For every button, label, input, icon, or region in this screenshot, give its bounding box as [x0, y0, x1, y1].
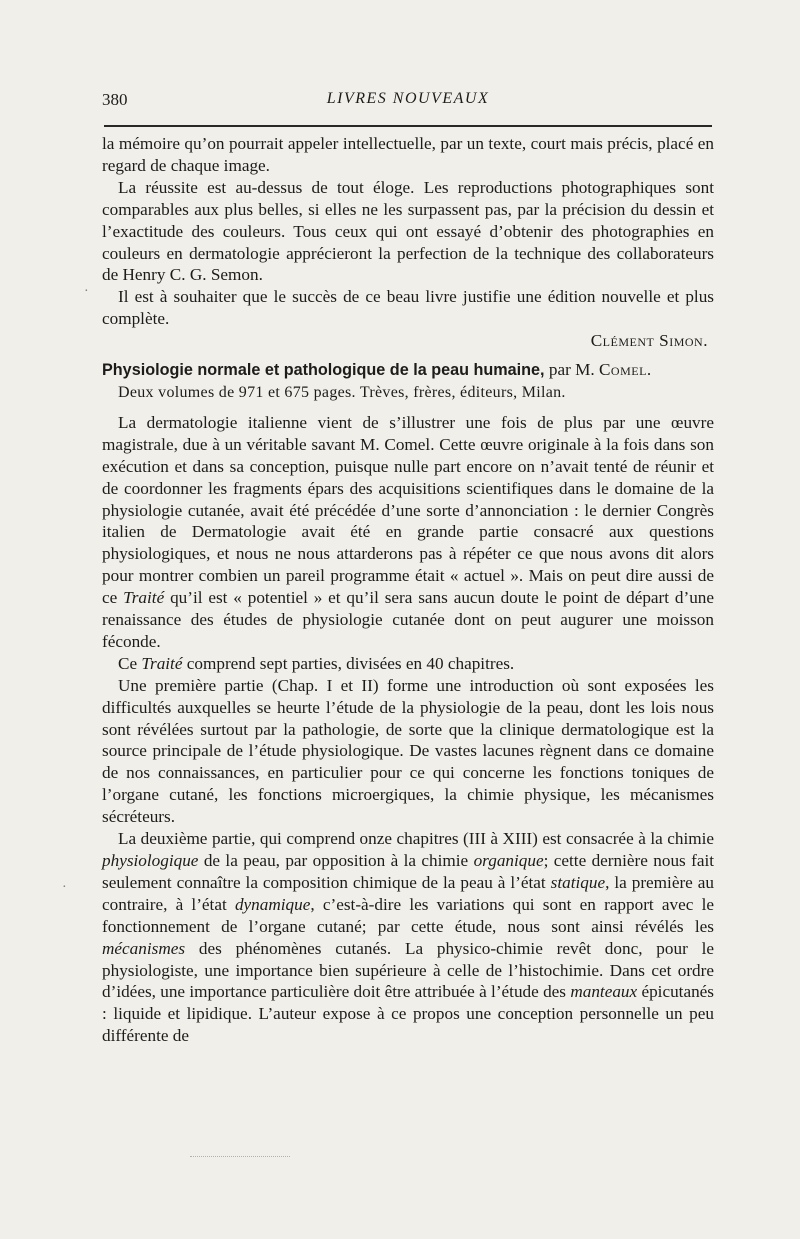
paper-specks [190, 1156, 290, 1157]
page-body [102, 133, 714, 1047]
signature [102, 330, 714, 352]
review-p1-text: La dermatologie italienne vient de s’illustrer une fois de plus par une œuvre magistrale, due à un véritable savant M. Comel. Cette œuvre originale à la fois dans son exécution et dans sa conception, puisque nulle part encore on n’avait tenté de réunir et de coordonner les fragments épars des acquisitions scientifiques dans le domaine de la physiologie cutanée, avait été précédée d’une sorte d’annonciation : le dernier Congrès italien de Dermatologie avait été en grande partie consacré aux questions physiologiques, et nous ne nous attarderons pas à répéter ce que nous avons dit alors pour montrer combien un pareil programme était « actuel ». Mais on peut dire aussi de ce [102, 412, 714, 608]
margin-speck-1: · [84, 284, 89, 299]
review-paragraph-2 [102, 653, 714, 675]
page-header [102, 90, 714, 114]
review-p4-italic-1: physiologique [102, 851, 199, 870]
review-p4-d: , la première au contraire, à l’état [102, 872, 714, 914]
review-p4-g: épicutanés : liquide et lipidique. L’auteur expose à ce propos une conception personnelle un peu différente de [102, 982, 714, 1046]
review-p2-a: Ce [118, 653, 138, 673]
review-p4-italic-4: dynamique [234, 894, 311, 914]
continuation-paragraph-2: La réussite est au-dessus de tout éloge. Les reproductions photographiques sont comparables aux plus belles, si elles ne les surpassent pas, par la précision du dessin et l’exactitude des couleurs. Tous ceux qui ont essayé d’obtenir des photographies en couleurs en dermatologie apprécieront la perfection de la technique des collaborateurs de Henry C. G. Semon. [102, 177, 714, 285]
review-p2-italic: Traité [141, 653, 183, 673]
review-by: par M. [548, 360, 595, 380]
review-paragraph-1 [102, 412, 714, 653]
page-number: 380 [102, 90, 128, 109]
running-title: LIVRES NOUVEAUX [326, 90, 490, 107]
review-p4-italic-6: manteaux [570, 982, 638, 1002]
continuation-paragraph-1: la mémoire qu’on pourrait appeler intellectuelle, par un texte, court mais précis, placé en regard de chaque image. [102, 134, 714, 175]
review-paragraph-3: Une première partie (Chap. I et II) forme une introduction où sont exposées les difficultés auxquelles se heurte l’étude de la physiologie de la peau, dont les lois nous sont révélées surtout par la pathologie, de sorte que la clinique dermatologique est la source principale de l’étude physiologique. De vastes lacunes règnent dans ce domaine de nos connaissances, en particulier pour ce qui concerne les fonctions toniques de l’organe cutané, les fonctions microergiques, la chimie physique, les mécanismes sécréteurs. [102, 675, 714, 827]
review-p4-f: des phénomènes cutanés. La physico-chimie revêt donc, pour le physiologiste, une importance bien supérieure à celle de l’histochimie. Dans cet ordre d’idées, une importance particulière doit être attribuée à l’étude des [102, 938, 715, 1002]
review-p4-italic-5: mécanismes [102, 938, 186, 958]
review-book-title: Physiologie normale et pathologique de la peau humaine, [102, 361, 545, 380]
review-p1-italic: Traité [123, 588, 165, 608]
review-p4-b: de la peau, par opposition à la chimie [203, 851, 469, 870]
review-p4-e: , c’est-à-dire les variations qui sont en rapport avec le fonctionnement de l’organe cutané; par cette étude, nous sont ainsi révélés les [102, 894, 715, 936]
review-author: Comel. [598, 360, 652, 380]
continuation-paragraph-3: Il est à souhaiter que le succès de ce beau livre justifie une édition nouvelle et plus complète. [102, 287, 714, 329]
review-p1-end: qu’il est « potentiel » et qu’il sera sans aucun doute le point de départ d’une renaissance des études de physiologie cutanée dont on peut augurer une moisson féconde. [102, 588, 715, 651]
margin-speck-2: · [62, 880, 67, 895]
review-paragraph-4 [102, 828, 714, 1047]
header-rule [104, 125, 712, 127]
review-p4-italic-3: statique [550, 872, 606, 892]
review-publication-details: Deux volumes de 971 et 675 pages. Trèves, frères, éditeurs, Milan. [118, 383, 566, 401]
review-heading [102, 359, 714, 382]
review-p2-b: comprend sept parties, divisées en 40 chapitres. [186, 653, 515, 673]
reviewer-name: Clément Simon. [590, 331, 708, 351]
review-p4-c: ; cette dernière nous fait seulement connaître la composition chimique de la peau à l’état [102, 851, 715, 892]
review-p4-a: La deuxième partie, qui comprend onze chapitres (III à XIII) est consacrée à la chimie [118, 829, 714, 849]
review-p4-italic-2: organique [473, 851, 544, 870]
